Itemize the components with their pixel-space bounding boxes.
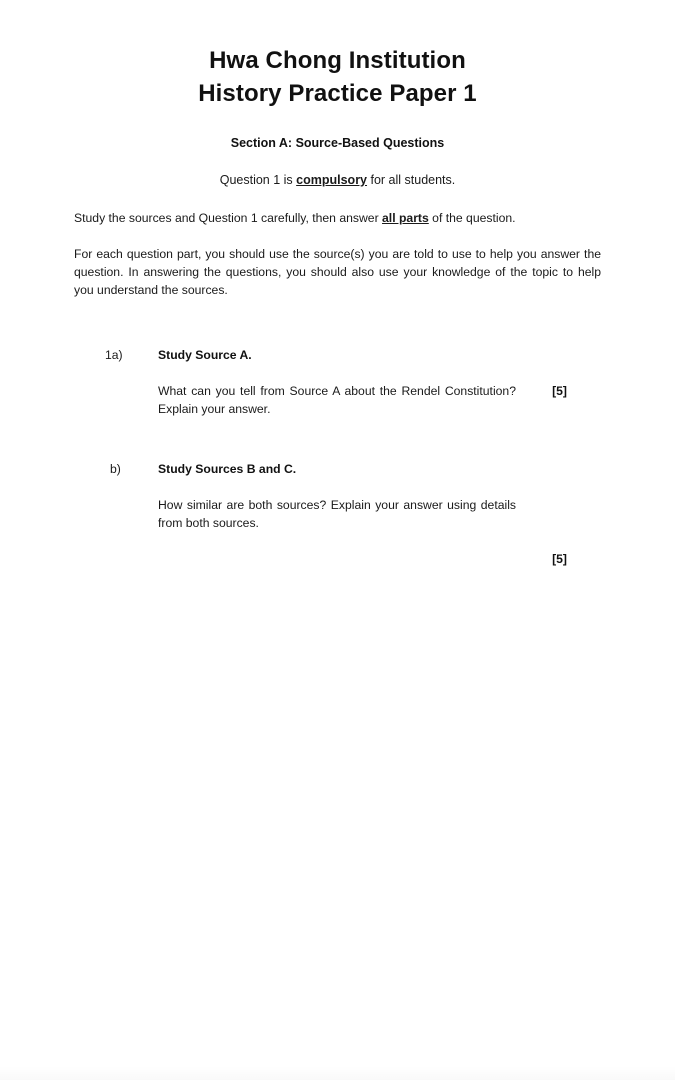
compulsory-note [0,172,675,188]
question-1b-body [158,460,601,568]
question-1a-text-row [158,382,601,418]
instruction-paragraph-2: For each question part, you should use the source(s) you are told to use to help you answer the question. In answering the questions, you should also use your knowledge of the topic to help you understand the sources. [74,247,601,297]
instruction-1-before: Study the sources and Question 1 carefully, then answer [74,211,383,225]
compulsory-note-before: Question 1 is [219,173,297,187]
instruction-paragraph-1 [74,209,601,227]
question-1b-text: How similar are both sources? Explain your answer using details from both sources. [158,498,516,530]
question-1a-marks: [5] [552,384,567,398]
question-1a [0,346,675,418]
compulsory-note-after: for all students. [367,173,456,187]
question-1b-heading: Study Sources B and C. [158,462,297,476]
questions-block [0,346,675,568]
section-heading: Section A: Source-Based Questions [230,136,445,150]
title-line-paper: History Practice Paper 1 [198,80,477,107]
question-1a-body [158,346,601,418]
instruction-1-after: of the question. [428,211,516,225]
question-1b-label: b) [110,462,121,476]
page-title [0,0,675,110]
question-1a-text: What can you tell from Source A about the Rendel Constitution? Explain your answer. [158,384,516,416]
compulsory-emphasis: compulsory [296,173,368,187]
instruction-1-emphasis: all parts [382,211,429,225]
title-line-institution: Hwa Chong Institution [209,47,466,74]
question-1a-label: 1a) [105,348,123,362]
question-1b-marks: [5] [552,552,567,566]
question-1a-heading: Study Source A. [158,348,252,362]
page-bottom-edge [0,1066,675,1080]
instructions-block [0,209,675,299]
question-1b-text-row [158,496,601,532]
question-1b [0,460,675,568]
